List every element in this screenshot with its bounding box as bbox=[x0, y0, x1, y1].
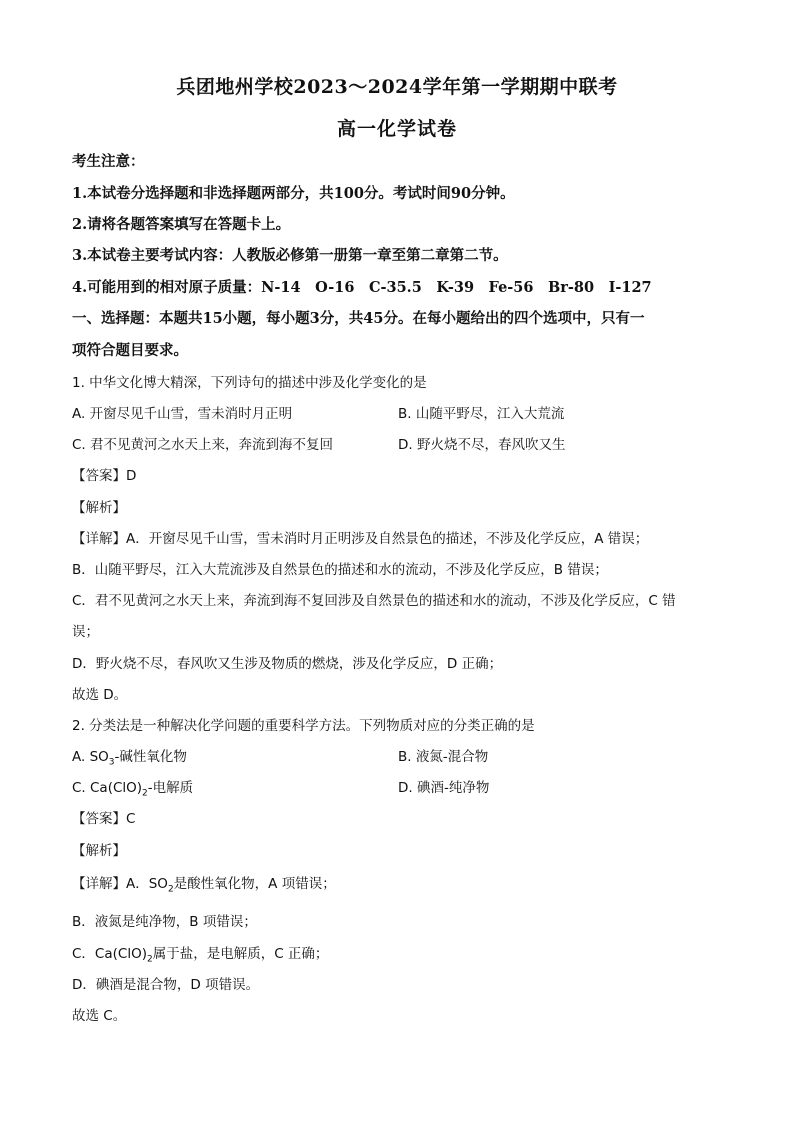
answer-value: C bbox=[126, 811, 136, 827]
q1-option-b: B. 山随平野尽，江入大荒流 bbox=[398, 406, 565, 422]
q1-detail-c-line-2: 误； bbox=[72, 624, 99, 640]
q2-answer bbox=[72, 807, 135, 827]
exam-subtitle: 高一化学试卷 bbox=[336, 118, 457, 140]
answer-tag: 【答案】 bbox=[72, 468, 126, 484]
q2-option-d: D. 碘酒-纯净物 bbox=[398, 780, 490, 796]
q2-detail-d: D．碘酒是混合物，D 项错误。 bbox=[72, 977, 260, 993]
exam-title: 兵团地州学校2023～2024学年第一学期期中联考 bbox=[176, 76, 618, 98]
q1-stem: 1. 中华文化博大精深，下列诗句的描述中涉及化学变化的是 bbox=[72, 375, 427, 391]
q2-option-b: B. 液氮-混合物 bbox=[398, 749, 489, 765]
q1-conclusion: 故选 D。 bbox=[72, 687, 128, 703]
formula-text: A. SO bbox=[72, 749, 109, 765]
formula-text: A．SO bbox=[126, 876, 168, 892]
q2-detail-c bbox=[72, 942, 328, 965]
option-text: -电解质 bbox=[147, 780, 194, 796]
formula-subscript: 2 bbox=[142, 788, 148, 799]
detail-tag: 【详解】 bbox=[72, 531, 126, 547]
q1-detail-d: D．野火烧不尽，春风吹又生涉及物质的燃烧，涉及化学反应，D 正确； bbox=[72, 656, 503, 672]
q2-stem: 2. 分类法是一种解决化学问题的重要科学方法。下列物质对应的分类正确的是 bbox=[72, 718, 535, 734]
notice-heading: 考生注意： bbox=[72, 153, 145, 170]
answer-value: D bbox=[126, 468, 137, 484]
q1-answer bbox=[72, 464, 136, 484]
section-heading-line-2: 项符合题目要求。 bbox=[72, 342, 188, 359]
notice-item-1: 1.本试卷分选择题和非选择题两部分，共100分。考试时间90分钟。 bbox=[72, 185, 515, 202]
notice-item-3: 3.本试卷主要考试内容：人教版必修第一册第一章至第二章第二节。 bbox=[72, 247, 508, 264]
detail-text: 是酸性氧化物，A 项错误； bbox=[173, 876, 336, 892]
formula-subscript: 2 bbox=[167, 884, 174, 895]
formula-text: C．Ca(ClO) bbox=[72, 946, 147, 962]
q1-option-d: D. 野火烧不尽，春风吹又生 bbox=[398, 437, 566, 453]
formula-subscript: 2 bbox=[146, 954, 153, 965]
q1-detail-a bbox=[72, 527, 648, 547]
q2-detail-b: B．液氮是纯净物，B 项错误； bbox=[72, 914, 257, 930]
q1-option-c: C. 君不见黄河之水天上来，奔流到海不复回 bbox=[72, 437, 334, 453]
q1-option-a: A. 开窗尽见千山雪，雪未消时月正明 bbox=[72, 406, 293, 422]
formula-subscript: 3 bbox=[108, 757, 115, 768]
q2-option-a bbox=[72, 745, 187, 768]
q2-analysis-tag: 【解析】 bbox=[72, 843, 126, 859]
detail-text: A．开窗尽见千山雪，雪未消时月正明涉及自然景色的描述，不涉及化学反应，A 错误； bbox=[126, 531, 649, 547]
section-heading-line-1: 一、选择题：本题共15小题，每小题3分，共45分。在每小题给出的四个选项中，只有一 bbox=[72, 310, 645, 327]
q2-detail-a bbox=[72, 872, 336, 895]
formula-text: C. Ca(ClO) bbox=[72, 780, 143, 796]
q1-detail-b: B．山随平野尽，江入大荒流涉及自然景色的描述和水的流动，不涉及化学反应，B 错误； bbox=[72, 562, 608, 578]
q2-option-c bbox=[72, 776, 193, 799]
notice-item-2: 2.请将各题答案填写在答题卡上。 bbox=[72, 216, 291, 233]
option-text: -碱性氧化物 bbox=[114, 749, 187, 765]
detail-tag: 【详解】 bbox=[72, 876, 126, 892]
q1-analysis-tag: 【解析】 bbox=[72, 500, 126, 516]
notice-item-4: 4.可能用到的相对原子质量：N-14 O-16 C-35.5 K-39 Fe-56 Br-80 I-127 bbox=[72, 279, 652, 296]
answer-tag: 【答案】 bbox=[72, 811, 126, 827]
q1-detail-c-line-1: C．君不见黄河之水天上来，奔流到海不复回涉及自然景色的描述和水的流动，不涉及化学反应，C 错 bbox=[72, 593, 676, 609]
detail-text: 属于盐，是电解质，C 正确； bbox=[152, 946, 329, 962]
q2-conclusion: 故选 C。 bbox=[72, 1008, 127, 1024]
